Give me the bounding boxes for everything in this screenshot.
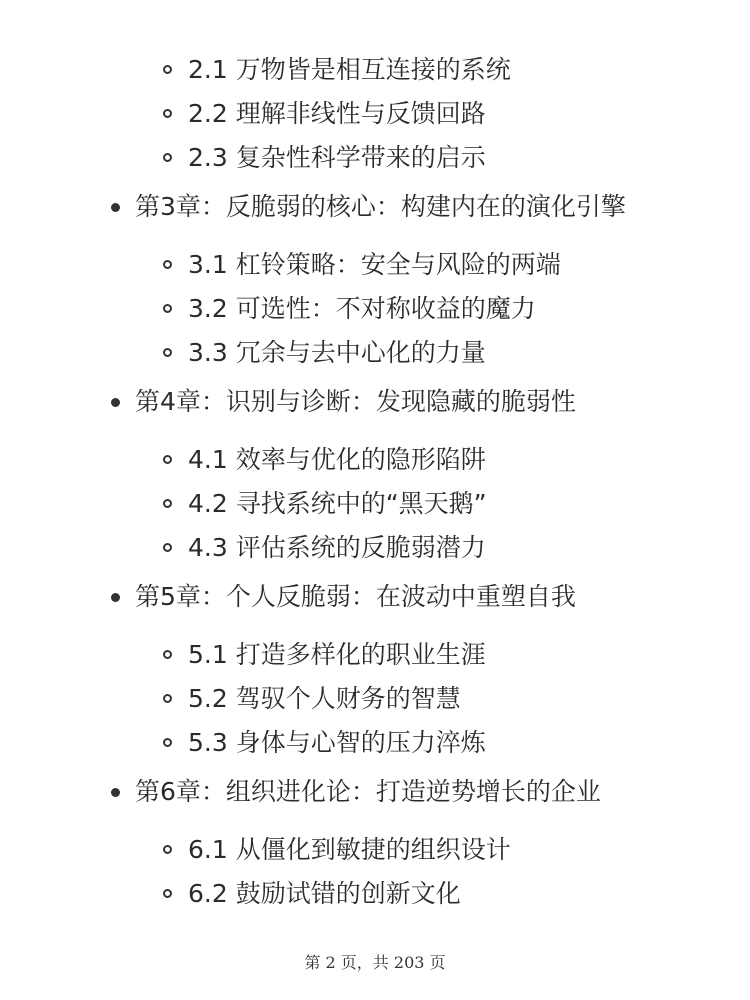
- page-number-footer: 第 2 页，共 203 页: [304, 953, 446, 972]
- toc-item-label: 4.3 评估系统的反脆弱潜力: [188, 533, 486, 562]
- hollow-bullet-icon: [163, 889, 172, 898]
- toc-chapter-item[interactable]: [0, 384, 750, 420]
- hollow-bullet-icon: [163, 455, 172, 464]
- hollow-bullet-icon: [163, 304, 172, 313]
- toc-section-item[interactable]: [0, 247, 750, 283]
- toc-section-item[interactable]: [0, 140, 750, 176]
- hollow-bullet-icon: [163, 260, 172, 269]
- toc-section-item[interactable]: [0, 291, 750, 327]
- filled-bullet-icon: [111, 788, 120, 797]
- filled-bullet-icon: [111, 203, 120, 212]
- toc-item-label: 2.3 复杂性科学带来的启示: [188, 143, 486, 172]
- toc-item-label: 第3章：反脆弱的核心：构建内在的演化引擎: [135, 192, 626, 221]
- toc-section-item[interactable]: [0, 681, 750, 717]
- hollow-bullet-icon: [163, 694, 172, 703]
- toc-item-label: 3.2 可选性：不对称收益的魔力: [188, 294, 536, 323]
- toc-item-label: 第4章：识别与诊断：发现隐藏的脆弱性: [135, 387, 576, 416]
- hollow-bullet-icon: [163, 845, 172, 854]
- toc-section-item[interactable]: [0, 832, 750, 868]
- toc-section-item[interactable]: [0, 442, 750, 478]
- toc-section-item[interactable]: [0, 335, 750, 371]
- hollow-bullet-icon: [163, 499, 172, 508]
- toc-section-item[interactable]: [0, 96, 750, 132]
- hollow-bullet-icon: [163, 109, 172, 118]
- toc-item-label: 2.2 理解非线性与反馈回路: [188, 99, 486, 128]
- toc-item-label: 第6章：组织进化论：打造逆势增长的企业: [135, 777, 601, 806]
- hollow-bullet-icon: [163, 153, 172, 162]
- toc-item-label: 4.1 效率与优化的隐形陷阱: [188, 445, 486, 474]
- toc-item-label: 3.1 杠铃策略：安全与风险的两端: [188, 250, 561, 279]
- filled-bullet-icon: [111, 593, 120, 602]
- toc-item-label: 6.2 鼓励试错的创新文化: [188, 879, 461, 908]
- toc-item-label: 3.3 冗余与去中心化的力量: [188, 338, 486, 367]
- toc-section-item[interactable]: [0, 530, 750, 566]
- hollow-bullet-icon: [163, 738, 172, 747]
- toc-section-item[interactable]: [0, 486, 750, 522]
- toc-section-item[interactable]: [0, 637, 750, 673]
- toc-item-label: 5.2 驾驭个人财务的智慧: [188, 684, 461, 713]
- toc-section-item[interactable]: [0, 52, 750, 88]
- toc-chapter-item[interactable]: [0, 774, 750, 810]
- toc-chapter-item[interactable]: [0, 189, 750, 225]
- hollow-bullet-icon: [163, 650, 172, 659]
- filled-bullet-icon: [111, 398, 120, 407]
- toc-item-label: 5.1 打造多样化的职业生涯: [188, 640, 486, 669]
- toc-chapter-item[interactable]: [0, 579, 750, 615]
- hollow-bullet-icon: [163, 65, 172, 74]
- toc-item-label: 4.2 寻找系统中的“黑天鹅”: [188, 489, 487, 518]
- hollow-bullet-icon: [163, 348, 172, 357]
- toc-item-label: 6.1 从僵化到敏捷的组织设计: [188, 835, 511, 864]
- toc-item-label: 第5章：个人反脆弱：在波动中重塑自我: [135, 582, 576, 611]
- toc-item-label: 5.3 身体与心智的压力淬炼: [188, 728, 486, 757]
- toc-section-item[interactable]: [0, 725, 750, 761]
- toc-section-item[interactable]: [0, 876, 750, 912]
- toc-item-label: 2.1 万物皆是相互连接的系统: [188, 55, 511, 84]
- table-of-contents: [0, 52, 750, 920]
- hollow-bullet-icon: [163, 543, 172, 552]
